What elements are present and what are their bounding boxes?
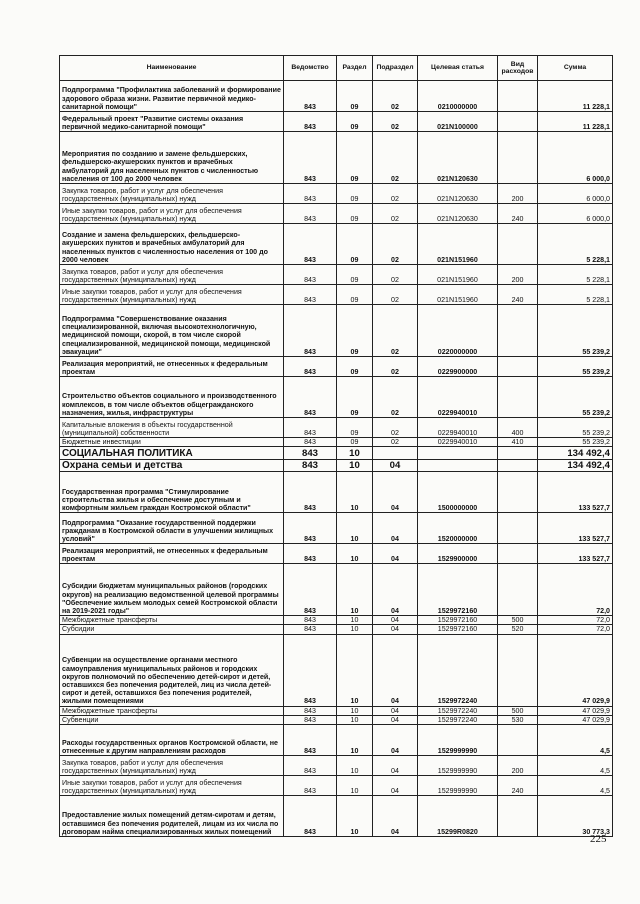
row-target-article: 021N151960	[418, 224, 498, 265]
row-subsection: 04	[373, 564, 418, 616]
row-name: Создание и замена фельдшерских, фельдшерско-акушерских пунктов и врачебных амбулаторий для населенных пунктов с численностью населения от 100 до 2000 человек	[60, 224, 284, 265]
row-expense-type: 200	[498, 756, 538, 776]
row-section: 10	[337, 447, 373, 460]
row-target-article: 021N100000	[418, 112, 498, 132]
row-name: Субвенции на осуществление органами местного самоуправления муниципальных районов и городских округов полномочий по обеспечению детей-сирот и детей, оставшихся без попечения родителей, лиц из числа детей-сирот и детей, оставшихся без попечения родителей, жилыми помещениями	[60, 634, 284, 706]
row-subsection: 02	[373, 81, 418, 112]
table-row	[60, 112, 613, 132]
row-department: 843	[284, 377, 337, 418]
row-department: 843	[284, 204, 337, 224]
row-department: 843	[284, 796, 337, 837]
row-department: 843	[284, 616, 337, 625]
row-section: 10	[337, 625, 373, 634]
row-sum: 133 527,7	[538, 472, 613, 513]
row-department: 843	[284, 438, 337, 447]
row-department: 843	[284, 265, 337, 285]
table-row	[60, 460, 613, 472]
row-expense-type: 240	[498, 776, 538, 796]
row-section: 09	[337, 265, 373, 285]
row-expense-type	[498, 725, 538, 756]
row-expense-type: 530	[498, 715, 538, 724]
row-expense-type	[498, 634, 538, 706]
row-target-article: 1500000000	[418, 472, 498, 513]
table-row	[60, 305, 613, 357]
row-expense-type	[498, 305, 538, 357]
row-target-article	[418, 460, 498, 472]
row-sum: 55 239,2	[538, 357, 613, 377]
row-sum: 133 527,7	[538, 513, 613, 544]
row-target-article: 15299R0820	[418, 796, 498, 837]
row-name: Подпрограмма "Оказание государственной поддержки гражданам в Костромской области в улучшении жилищных условий"	[60, 513, 284, 544]
row-department: 843	[284, 132, 337, 184]
row-target-article: 1529999990	[418, 776, 498, 796]
row-target-article: 021N151960	[418, 285, 498, 305]
row-name: Капитальные вложения в объекты государственной (муниципальной) собственности	[60, 418, 284, 438]
row-subsection: 02	[373, 184, 418, 204]
row-sum: 55 239,2	[538, 438, 613, 447]
row-subsection: 02	[373, 112, 418, 132]
row-department: 843	[284, 81, 337, 112]
row-name: Иные закупки товаров, работ и услуг для обеспечения государственных (муниципальных) нужд	[60, 285, 284, 305]
row-subsection: 02	[373, 265, 418, 285]
header-section: Раздел	[337, 56, 373, 81]
row-target-article: 1529972240	[418, 706, 498, 715]
row-name: Межбюджетные трансферты	[60, 706, 284, 715]
row-department: 843	[284, 184, 337, 204]
row-target-article: 021N120630	[418, 204, 498, 224]
row-sum: 30 773,3	[538, 796, 613, 837]
row-sum: 4,5	[538, 756, 613, 776]
row-sum: 47 029,9	[538, 706, 613, 715]
row-sum: 72,0	[538, 564, 613, 616]
table-row	[60, 81, 613, 112]
row-subsection: 02	[373, 438, 418, 447]
table-row	[60, 616, 613, 625]
row-expense-type	[498, 447, 538, 460]
row-name: Строительство объектов социального и производственного комплексов, в том числе объектов общегражданского назначения, жилья, инфраструктуры	[60, 377, 284, 418]
row-subsection: 02	[373, 204, 418, 224]
row-sum: 134 492,4	[538, 447, 613, 460]
table-row	[60, 776, 613, 796]
row-subsection: 04	[373, 616, 418, 625]
row-expense-type: 240	[498, 285, 538, 305]
row-name: Закупка товаров, работ и услуг для обеспечения государственных (муниципальных) нужд	[60, 756, 284, 776]
row-sum: 5 228,1	[538, 285, 613, 305]
row-subsection: 04	[373, 776, 418, 796]
row-section: 10	[337, 756, 373, 776]
row-section: 10	[337, 616, 373, 625]
table-row	[60, 285, 613, 305]
row-section: 10	[337, 513, 373, 544]
row-department: 843	[284, 224, 337, 265]
header-department: Ведомство	[284, 56, 337, 81]
row-subsection: 04	[373, 625, 418, 634]
row-subsection: 02	[373, 224, 418, 265]
row-sum: 55 239,2	[538, 377, 613, 418]
row-name: Предоставление жилых помещений детям-сиротам и детям, оставшимся без попечения родителей, лицам из их числа по договорам найма специализированных жилых помещений	[60, 796, 284, 837]
row-expense-type	[498, 472, 538, 513]
row-target-article: 1529972160	[418, 564, 498, 616]
row-target-article: 0229940010	[418, 377, 498, 418]
row-target-article: 0220000000	[418, 305, 498, 357]
row-target-article: 1529972160	[418, 616, 498, 625]
row-name: Субвенции	[60, 715, 284, 724]
row-name: Бюджетные инвестиции	[60, 438, 284, 447]
table-row	[60, 472, 613, 513]
row-target-article: 021N151960	[418, 265, 498, 285]
row-subsection: 04	[373, 715, 418, 724]
row-sum: 6 000,0	[538, 204, 613, 224]
row-expense-type: 200	[498, 265, 538, 285]
table-body	[60, 81, 613, 837]
row-expense-type: 240	[498, 204, 538, 224]
row-department: 843	[284, 776, 337, 796]
table-row	[60, 706, 613, 715]
row-name: Федеральный проект "Развитие системы оказания первичной медико-санитарной помощи"	[60, 112, 284, 132]
row-sum: 6 000,0	[538, 184, 613, 204]
row-section: 10	[337, 472, 373, 513]
header-name: Наименование	[60, 56, 284, 81]
row-name: Государственная программа "Стимулирование строительства жилья и обеспечение доступным и комфортным жильем граждан Костромской области"	[60, 472, 284, 513]
row-section: 09	[337, 184, 373, 204]
table-header-row	[60, 56, 613, 81]
row-expense-type	[498, 796, 538, 837]
row-section: 10	[337, 564, 373, 616]
row-department: 843	[284, 634, 337, 706]
row-expense-type	[498, 564, 538, 616]
table-row	[60, 625, 613, 634]
row-expense-type	[498, 513, 538, 544]
row-department: 843	[284, 715, 337, 724]
row-section: 10	[337, 544, 373, 564]
row-name: Реализация мероприятий, не отнесенных к федеральным проектам	[60, 357, 284, 377]
row-expense-type	[498, 224, 538, 265]
row-subsection: 02	[373, 285, 418, 305]
row-department: 843	[284, 447, 337, 460]
row-section: 10	[337, 634, 373, 706]
row-sum: 4,5	[538, 776, 613, 796]
row-sum: 11 228,1	[538, 112, 613, 132]
row-department: 843	[284, 285, 337, 305]
row-target-article: 021N120630	[418, 132, 498, 184]
row-target-article: 1529900000	[418, 544, 498, 564]
table-row	[60, 418, 613, 438]
row-sum: 11 228,1	[538, 81, 613, 112]
row-subsection: 04	[373, 513, 418, 544]
row-name: Иные закупки товаров, работ и услуг для обеспечения государственных (муниципальных) нужд	[60, 776, 284, 796]
budget-table	[59, 55, 613, 837]
row-sum: 55 239,2	[538, 418, 613, 438]
row-department: 843	[284, 544, 337, 564]
row-department: 843	[284, 706, 337, 715]
row-name: Субсидии	[60, 625, 284, 634]
table-row	[60, 796, 613, 837]
table-row	[60, 377, 613, 418]
row-section: 10	[337, 460, 373, 472]
row-department: 843	[284, 472, 337, 513]
row-target-article: 1520000000	[418, 513, 498, 544]
table-row	[60, 447, 613, 460]
row-subsection: 04	[373, 472, 418, 513]
row-section: 09	[337, 112, 373, 132]
row-department: 843	[284, 305, 337, 357]
row-target-article: 0229940010	[418, 418, 498, 438]
row-name: Подпрограмма "Профилактика заболеваний и формирование здорового образа жизни. Развитие первичной медико-санитарной помощи"	[60, 81, 284, 112]
row-expense-type	[498, 544, 538, 564]
row-section: 09	[337, 132, 373, 184]
row-name: Межбюджетные трансферты	[60, 616, 284, 625]
row-subsection: 04	[373, 796, 418, 837]
row-expense-type	[498, 112, 538, 132]
row-expense-type	[498, 132, 538, 184]
row-name: Субсидии бюджетам муниципальных районов (городских округов) на реализацию ведомственной целевой программы "Обеспечение жильем молодых семей Костромской области на 2019-2021 годы"	[60, 564, 284, 616]
row-sum: 72,0	[538, 625, 613, 634]
row-department: 843	[284, 460, 337, 472]
table-row	[60, 265, 613, 285]
row-expense-type	[498, 377, 538, 418]
row-expense-type: 400	[498, 418, 538, 438]
row-section: 09	[337, 81, 373, 112]
table-row	[60, 756, 613, 776]
row-section: 10	[337, 776, 373, 796]
row-section: 10	[337, 706, 373, 715]
row-target-article: 1529972240	[418, 715, 498, 724]
table-row	[60, 634, 613, 706]
row-name: Расходы государственных органов Костромской области, не отнесенные к другим направлениям расходов	[60, 725, 284, 756]
row-section: 10	[337, 725, 373, 756]
row-section: 09	[337, 305, 373, 357]
row-sum: 5 228,1	[538, 224, 613, 265]
row-sum: 72,0	[538, 616, 613, 625]
row-sum: 4,5	[538, 725, 613, 756]
row-subsection: 02	[373, 132, 418, 184]
row-name: Подпрограмма "Совершенствование оказания специализированной, включая высокотехнологичную, медицинской помощи, скорой, в том числе скорой специализированной, медицинской помощи, медицинской эвакуации"	[60, 305, 284, 357]
header-expense-type: Вид расходов	[498, 56, 538, 81]
row-section: 10	[337, 715, 373, 724]
row-sum: 5 228,1	[538, 265, 613, 285]
table-row	[60, 564, 613, 616]
row-department: 843	[284, 357, 337, 377]
table-row	[60, 715, 613, 724]
row-subsection: 02	[373, 305, 418, 357]
row-section: 09	[337, 377, 373, 418]
row-expense-type	[498, 357, 538, 377]
row-sum: 47 029,9	[538, 634, 613, 706]
row-subsection: 02	[373, 418, 418, 438]
row-expense-type: 500	[498, 706, 538, 715]
row-department: 843	[284, 513, 337, 544]
row-expense-type: 410	[498, 438, 538, 447]
row-target-article: 021N120630	[418, 184, 498, 204]
row-subsection: 04	[373, 725, 418, 756]
row-subsection: 04	[373, 544, 418, 564]
row-target-article: 1529999990	[418, 756, 498, 776]
row-department: 843	[284, 625, 337, 634]
row-department: 843	[284, 725, 337, 756]
row-subsection: 02	[373, 377, 418, 418]
row-name: СОЦИАЛЬНАЯ ПОЛИТИКА	[60, 447, 284, 460]
header-sum: Сумма	[538, 56, 613, 81]
row-name: Закупка товаров, работ и услуг для обеспечения государственных (муниципальных) нужд	[60, 184, 284, 204]
table-row	[60, 184, 613, 204]
table-row	[60, 132, 613, 184]
row-name: Охрана семьи и детства	[60, 460, 284, 472]
row-name: Мероприятия по созданию и замене фельдшерских, фельдшерско-акушерских пунктов и врачебных амбулаторий для населенных пунктов с численностью населения от 100 до 2000 человек	[60, 132, 284, 184]
row-target-article: 0210000000	[418, 81, 498, 112]
page-number: 225	[590, 833, 607, 845]
row-target-article: 1529972160	[418, 625, 498, 634]
row-target-article	[418, 447, 498, 460]
row-sum: 55 239,2	[538, 305, 613, 357]
row-subsection: 04	[373, 756, 418, 776]
row-section: 09	[337, 357, 373, 377]
header-subsection: Подраздел	[373, 56, 418, 81]
row-expense-type	[498, 460, 538, 472]
row-expense-type	[498, 81, 538, 112]
table-row	[60, 204, 613, 224]
row-expense-type: 500	[498, 616, 538, 625]
row-subsection	[373, 447, 418, 460]
row-name: Закупка товаров, работ и услуг для обеспечения государственных (муниципальных) нужд	[60, 265, 284, 285]
row-target-article: 0229940010	[418, 438, 498, 447]
row-sum: 6 000,0	[538, 132, 613, 184]
row-subsection: 04	[373, 460, 418, 472]
table-row	[60, 357, 613, 377]
row-sum: 134 492,4	[538, 460, 613, 472]
row-subsection: 04	[373, 706, 418, 715]
header-target-article: Целевая статья	[418, 56, 498, 81]
row-department: 843	[284, 564, 337, 616]
row-department: 843	[284, 418, 337, 438]
row-expense-type: 520	[498, 625, 538, 634]
row-department: 843	[284, 112, 337, 132]
row-section: 09	[337, 438, 373, 447]
row-target-article: 1529999990	[418, 725, 498, 756]
table-row	[60, 224, 613, 265]
row-expense-type: 200	[498, 184, 538, 204]
row-target-article: 0229900000	[418, 357, 498, 377]
row-name: Реализация мероприятий, не отнесенных к федеральным проектам	[60, 544, 284, 564]
row-name: Иные закупки товаров, работ и услуг для обеспечения государственных (муниципальных) нужд	[60, 204, 284, 224]
row-sum: 47 029,9	[538, 715, 613, 724]
row-department: 843	[284, 756, 337, 776]
row-subsection: 04	[373, 634, 418, 706]
row-section: 09	[337, 224, 373, 265]
row-section: 09	[337, 418, 373, 438]
table-row	[60, 438, 613, 447]
row-sum: 133 527,7	[538, 544, 613, 564]
row-section: 09	[337, 204, 373, 224]
row-section: 09	[337, 285, 373, 305]
row-target-article: 1529972240	[418, 634, 498, 706]
table-row	[60, 513, 613, 544]
row-subsection: 02	[373, 357, 418, 377]
table-row	[60, 725, 613, 756]
row-section: 10	[337, 796, 373, 837]
table-row	[60, 544, 613, 564]
